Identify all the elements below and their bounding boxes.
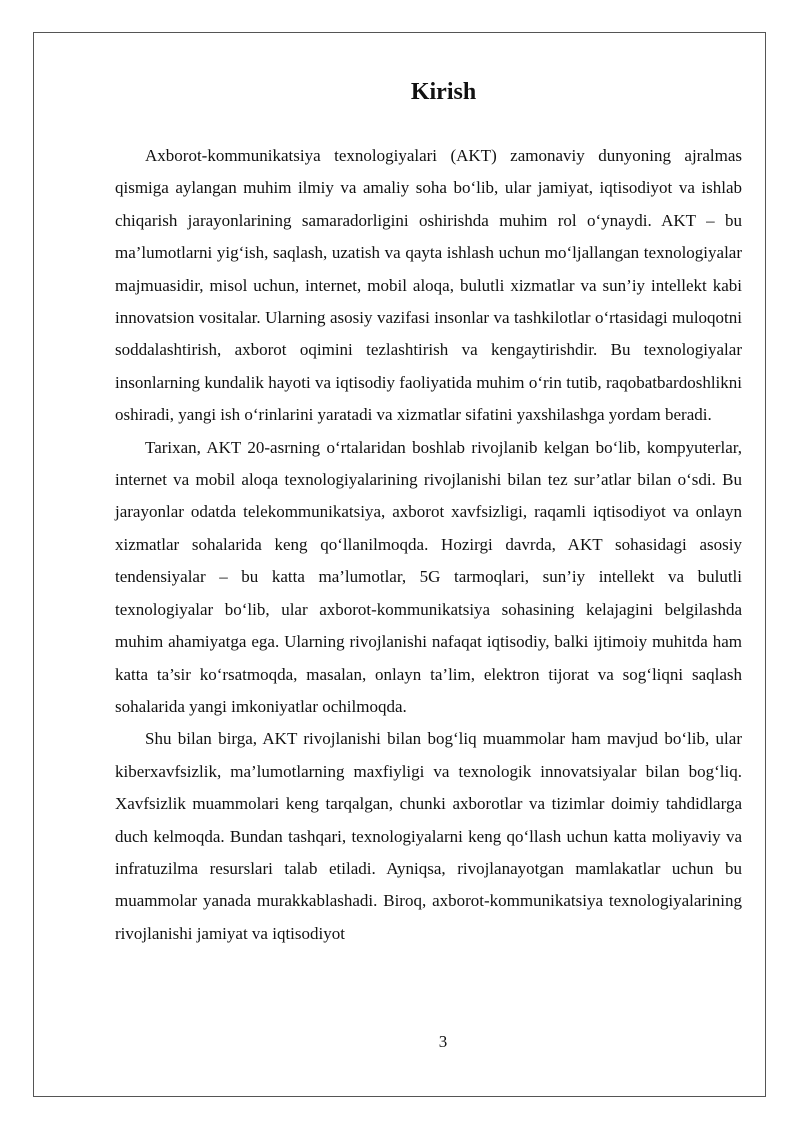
document-body [115, 74, 742, 950]
page-title: Kirish [410, 79, 477, 105]
page-number: 3 [438, 1032, 448, 1051]
paragraph-2: Tarixan, AKT 20-asrning o‘rtalaridan boshlab rivojlanib kelgan bo‘lib, kompyuterlar, internet va mobil aloqa texnologiyalarining rivojlanishi bilan tez sur’atlar bilan o‘sdi. Bu jarayonlar odatda telekommunikatsiya, axborot xavfsizligi, raqamli iqtisodiyot va onlayn xizmatlar sohalarida keng qo‘llanilmoqda. Hozirgi davrda, AKT sohasidagi asosiy tendensiyalar – bu katta ma’lumotlar, 5G tarmoqlari, sun’iy intellekt va bulutli texnologiyalar bo‘lib, ular axborot-kommunikatsiya sohasining kelajagini belgilashda muhim ahamiyatga ega. Ularning rivojlanishi nafaqat iqtisodiy, balki ijtimoiy muhitda ham katta ta’sir ko‘rsatmoqda, masalan, onlayn ta’lim, elektron tijorat va sog‘liqni saqlash sohalarida yangi imkoniyatlar ochilmoqda. [115, 437, 742, 716]
paragraph-1: Axborot-kommunikatsiya texnologiyalari (AKT) zamonaviy dunyoning ajralmas qismiga aylangan muhim ilmiy va amaliy soha bo‘lib, ular jamiyat, iqtisodiyot va ishlab chiqarish jarayonlarining samaradorligini oshirishda muhim rol o‘ynaydi. AKT – bu ma’lumotlarni yig‘ish, saqlash, uzatish va qayta ishlash uchun mo‘ljallangan texnologiyalar majmuasidir, misol uchun, internet, mobil aloqa, bulutli xizmatlar va sun’iy intellekt kabi innovatsion vositalar. Ularning asosiy vazifasi insonlar va tashkilotlar o‘rtasidagi muloqotni soddalashtirish, axborot oqimini tezlashtirish va kengaytirishdir. Bu texnologiyalar insonlarning kundalik hayoti va iqtisodiy faoliyatida muhim o‘rin tutib, raqobatbardoshlikni oshiradi, yangi ish o‘rinlarini yaratadi va xizmatlar sifatini yaxshilashga yordam beradi. [115, 146, 742, 425]
paragraph-3: Shu bilan birga, AKT rivojlanishi bilan bog‘liq muammolar ham mavjud bo‘lib, ular kiberxavfsizlik, ma’lumotlarning maxfiyligi va texnologik innovatsiyalar bilan bog‘liq. Xavfsizlik muammolari keng tarqalgan, chunki axborotlar va tizimlar doimiy tahdidlarga duch kelmoqda. Bundan tashqari, texnologiyalarni keng qo‘llash uchun katta moliyaviy va infratuzilma resurslari talab etiladi. Ayniqsa, rivojlanayotgan mamlakatlar uchun bu muammolar yanada murakkablashadi. Biroq, axborot-kommunikatsiya texnologiyalarining rivojlanishi jamiyat va iqtisodiyot [115, 729, 742, 943]
